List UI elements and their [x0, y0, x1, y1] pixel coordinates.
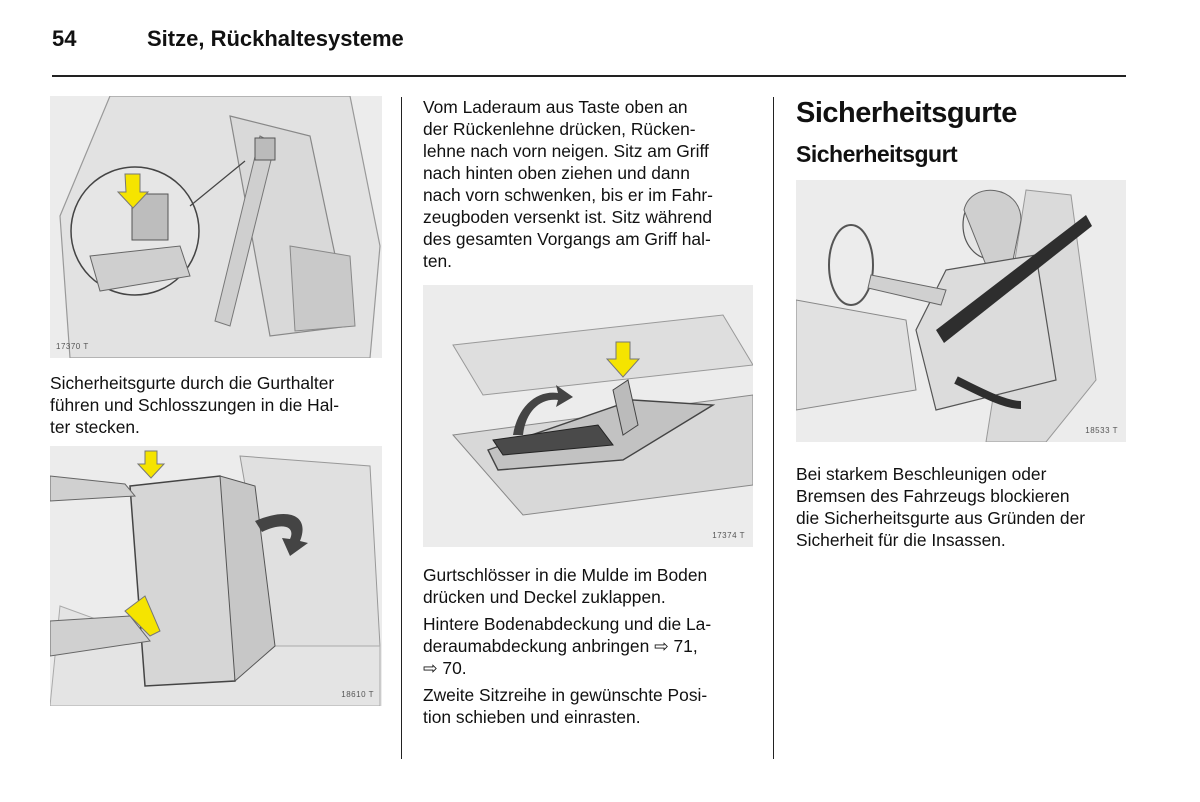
rear-seat-fold-illustration: [50, 446, 382, 706]
driver-seatbelt-illustration: [796, 180, 1126, 442]
seatbelt-holder-illustration: [50, 96, 382, 358]
subsection-title: Sicherheitsgurt: [796, 141, 958, 167]
caption-line: Sicherheitsgurte durch die Gurthalter: [50, 373, 335, 393]
paragraph-second-row: [423, 684, 753, 728]
text-line: lehne nach vorn neigen. Sitz am Griff: [423, 141, 709, 161]
paragraph-floor-cover: [423, 613, 753, 679]
paragraph-buckles: [423, 564, 753, 608]
caption-line: ter stecken.: [50, 417, 140, 437]
buckle-compartment-illustration: [423, 285, 753, 547]
column-3: [796, 96, 1128, 551]
text-line: [423, 657, 753, 679]
header-rule: [52, 75, 1126, 77]
text-line: Vom Laderaum aus Taste oben an: [423, 97, 688, 117]
text-line: Bei starkem Beschleunigen oder: [796, 464, 1047, 484]
figure-seatbelt-holder: [50, 96, 382, 358]
text-line: Sicherheit für die Insassen.: [796, 530, 1006, 550]
intro-paragraph: [423, 96, 753, 272]
figure-id: 18610 T: [341, 690, 374, 699]
column-divider-1: [401, 97, 402, 759]
column-divider-2: [773, 97, 774, 759]
text-line: Zweite Sitzreihe in gewünschte Posi-: [423, 685, 708, 705]
figure-id: 17370 T: [56, 342, 89, 351]
text-line: der Rückenlehne drücken, Rücken-: [423, 119, 696, 139]
text-line: nach hinten oben ziehen und dann: [423, 163, 690, 183]
figure-buckle-compartment: [423, 285, 753, 547]
figure-id: 18533 T: [1085, 426, 1118, 435]
text-line: Hintere Bodenabdeckung und die La-: [423, 614, 712, 634]
text-fragment: deraumabdeckung anbringen: [423, 636, 650, 656]
text-line: [423, 635, 753, 657]
text-line: Gurtschlösser in die Mulde im Boden: [423, 565, 708, 585]
text-line: des gesamten Vorgangs am Griff hal-: [423, 229, 711, 249]
text-line: Bremsen des Fahrzeugs blockieren: [796, 486, 1070, 506]
page-header: [52, 26, 1126, 74]
figure-id: 17374 T: [712, 531, 745, 540]
text-line: die Sicherheitsgurte aus Gründen der: [796, 508, 1086, 528]
page-number: 54: [52, 26, 77, 51]
section-title: Sicherheitsgurte: [796, 97, 1017, 129]
text-line: zeugboden versenkt ist. Sitz während: [423, 207, 713, 227]
paragraph-seatbelt-lock: [796, 463, 1128, 551]
text-line: tion schieben und einrasten.: [423, 707, 641, 727]
text-line: ten.: [423, 251, 453, 271]
page-reference-link[interactable]: ⇨ 71,: [654, 636, 698, 656]
figure-rear-seat-fold: [50, 446, 382, 706]
figure-driver-seatbelt: [796, 180, 1126, 442]
caption-seatbelt-holder: [50, 372, 382, 438]
page-reference-link[interactable]: ⇨ 70.: [423, 658, 467, 678]
text-line: drücken und Deckel zuklappen.: [423, 587, 666, 607]
text-line: nach vorn schwenken, bis er im Fahr-: [423, 185, 713, 205]
chapter-title: Sitze, Rückhaltesysteme: [147, 26, 404, 51]
column-1: [50, 96, 382, 706]
column-2: [423, 96, 753, 728]
caption-line: führen und Schlosszungen in die Hal-: [50, 395, 340, 415]
